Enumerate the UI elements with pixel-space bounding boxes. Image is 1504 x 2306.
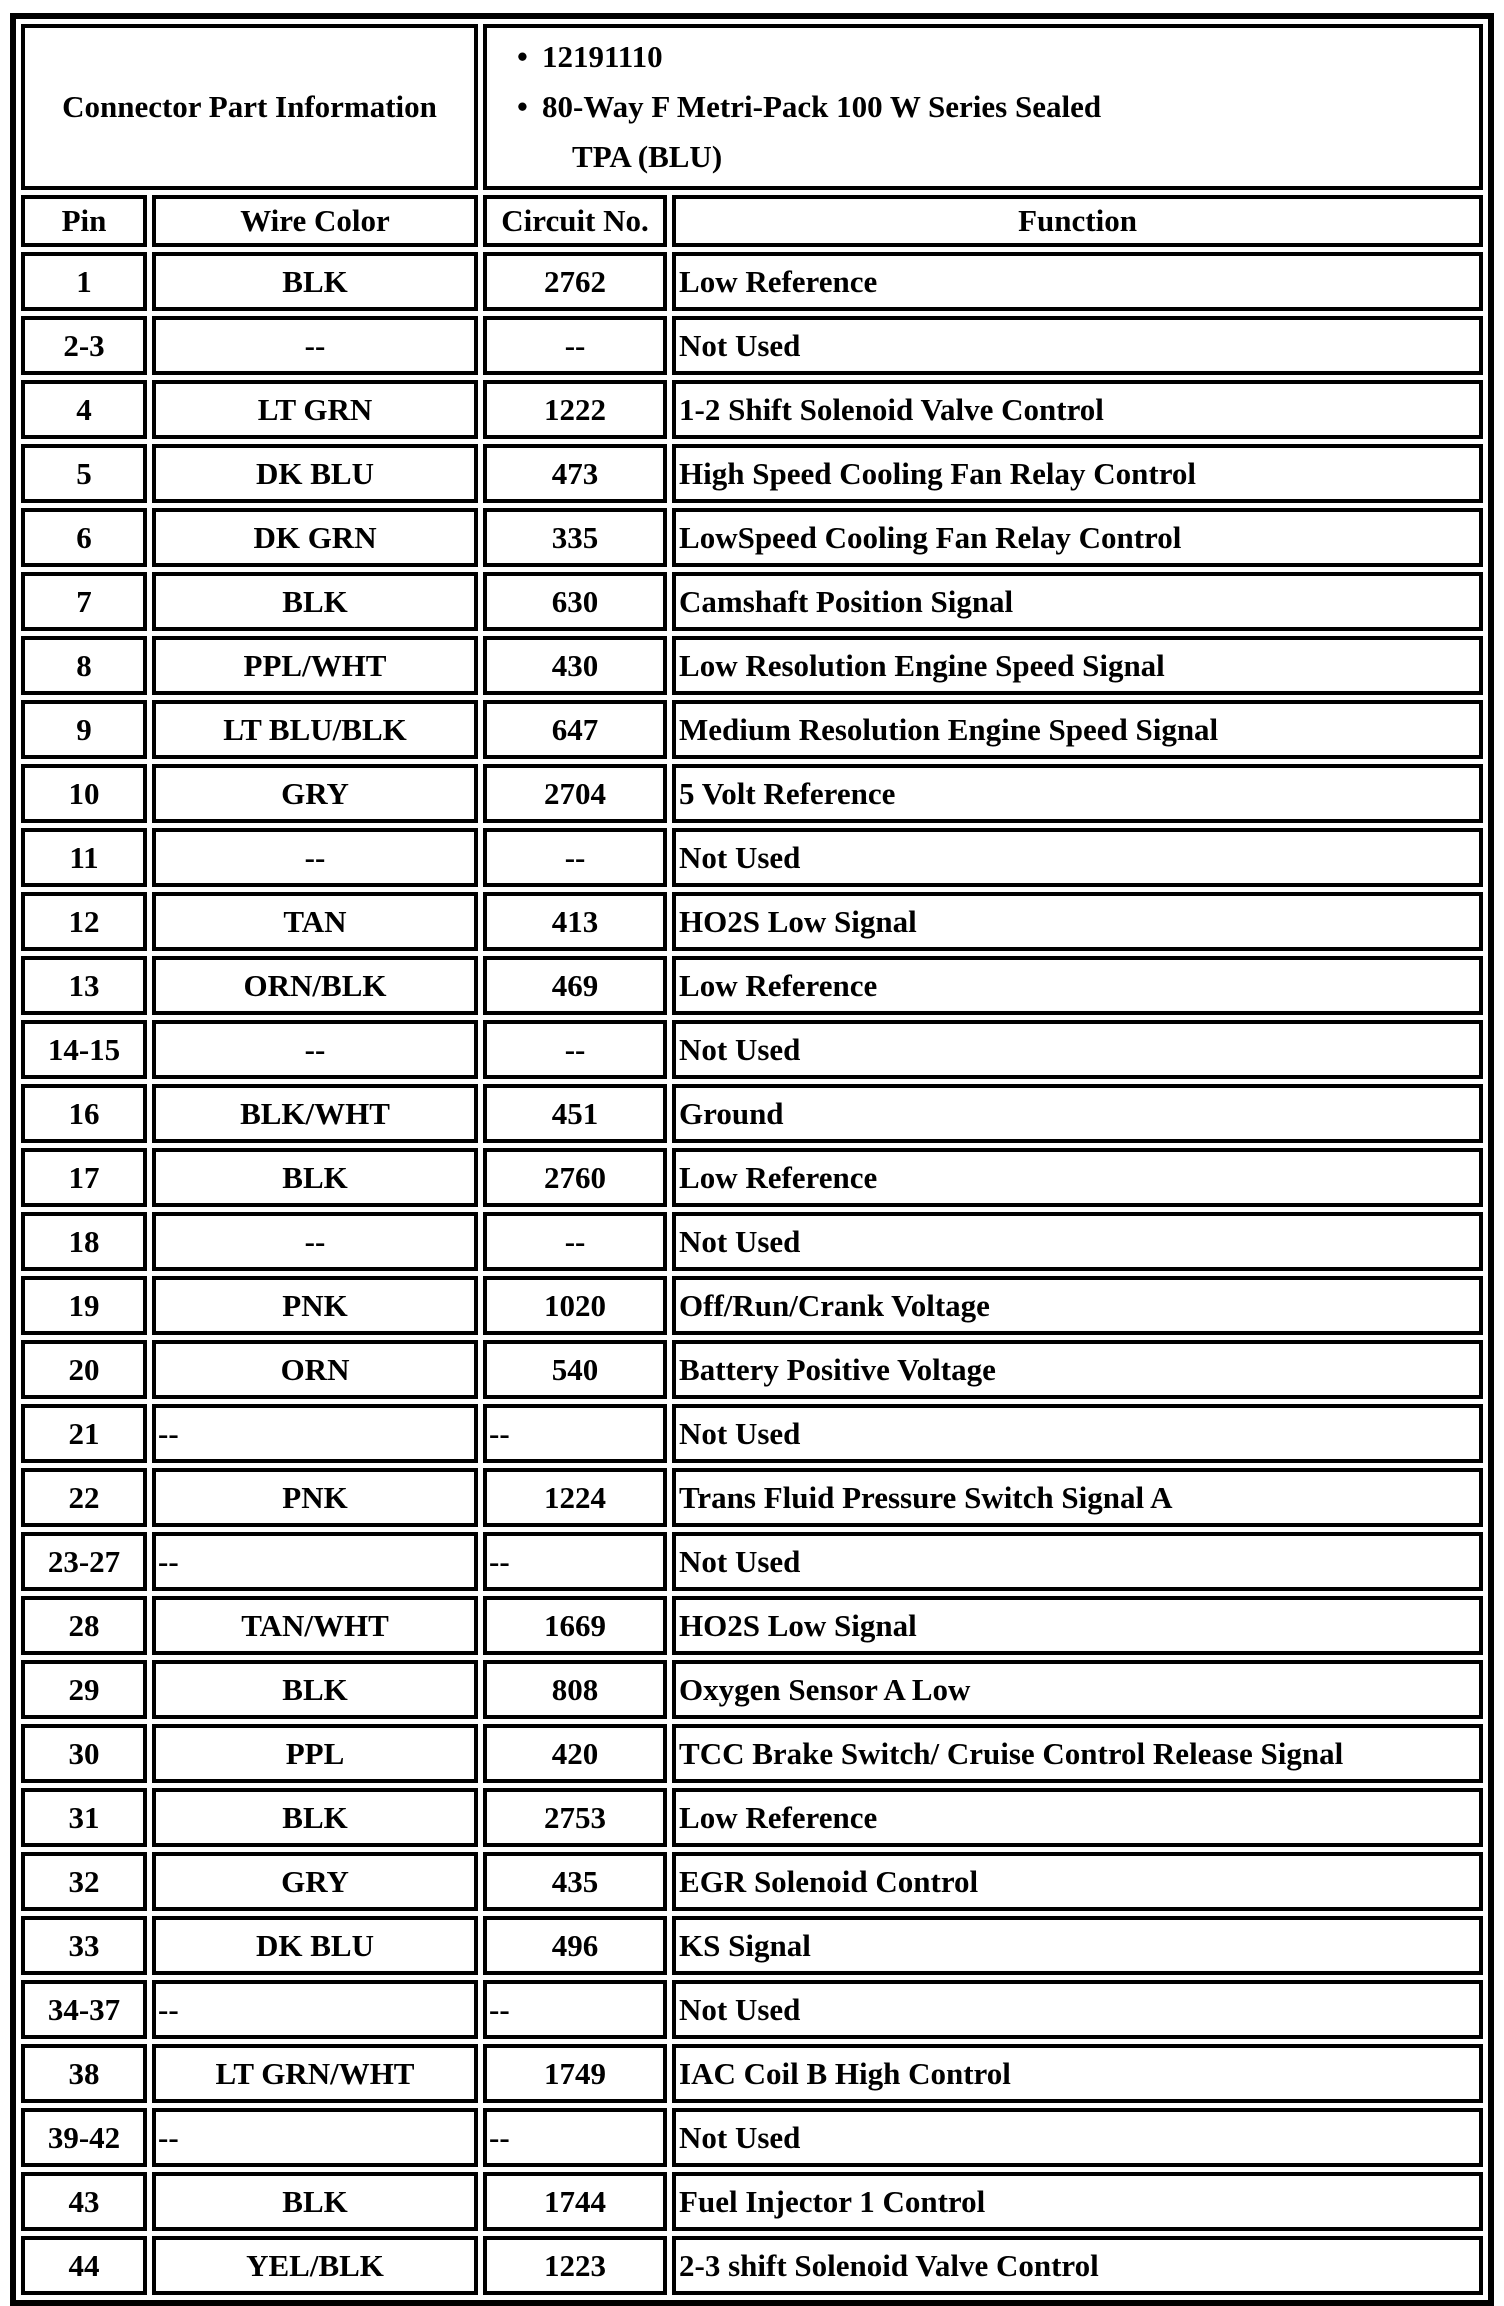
table-row	[21, 956, 1483, 1015]
function-cell: Not Used	[672, 2108, 1483, 2167]
wire-color-cell: LT GRN	[152, 380, 478, 439]
pin-cell: 9	[21, 700, 147, 759]
table-row	[21, 1724, 1483, 1783]
table-row	[21, 2172, 1483, 2231]
circuit-no-cell: 496	[483, 1916, 667, 1975]
part-info-row	[21, 24, 1483, 190]
function-cell: Ground	[672, 1084, 1483, 1143]
pin-cell: 21	[21, 1404, 147, 1463]
circuit-no-cell: 2704	[483, 764, 667, 823]
circuit-no-cell: 1223	[483, 2236, 667, 2295]
function-column-header: Function	[672, 195, 1483, 247]
function-cell: 1-2 Shift Solenoid Valve Control	[672, 380, 1483, 439]
wire-color-cell: DK BLU	[152, 444, 478, 503]
wire-color-cell: PPL/WHT	[152, 636, 478, 695]
function-cell: Not Used	[672, 1980, 1483, 2039]
pin-cell: 22	[21, 1468, 147, 1527]
function-cell: KS Signal	[672, 1916, 1483, 1975]
table-row	[21, 1980, 1483, 2039]
circuit-no-cell: 1224	[483, 1468, 667, 1527]
circuit-no-cell: 1020	[483, 1276, 667, 1335]
pin-cell: 10	[21, 764, 147, 823]
function-cell: Not Used	[672, 1532, 1483, 1591]
table-row	[21, 828, 1483, 887]
table-row	[21, 764, 1483, 823]
pin-cell: 20	[21, 1340, 147, 1399]
pin-cell: 28	[21, 1596, 147, 1655]
column-header-row	[21, 195, 1483, 247]
circuit-no-cell: 1222	[483, 380, 667, 439]
circuit-no-cell: 435	[483, 1852, 667, 1911]
circuit-no-column-header: Circuit No.	[483, 195, 667, 247]
wire-color-cell: --	[152, 1404, 478, 1463]
table-row	[21, 1404, 1483, 1463]
function-cell: Low Reference	[672, 1788, 1483, 1847]
table-row	[21, 700, 1483, 759]
wire-color-cell: DK GRN	[152, 508, 478, 567]
wire-color-cell: --	[152, 1532, 478, 1591]
pin-cell: 33	[21, 1916, 147, 1975]
circuit-no-cell: --	[483, 1212, 667, 1271]
wire-color-cell: BLK	[152, 1788, 478, 1847]
pin-cell: 12	[21, 892, 147, 951]
connector-type-item	[487, 82, 1479, 132]
wire-color-cell: BLK	[152, 572, 478, 631]
circuit-no-cell: 2753	[483, 1788, 667, 1847]
pin-cell: 39-42	[21, 2108, 147, 2167]
table-row	[21, 444, 1483, 503]
circuit-no-cell: --	[483, 1404, 667, 1463]
wire-color-cell: --	[152, 1020, 478, 1079]
connector-type: 80-Way F Metri-Pack 100 W Series Sealed	[542, 89, 1102, 124]
table-row	[21, 636, 1483, 695]
function-cell: Low Reference	[672, 956, 1483, 1015]
circuit-no-cell: 540	[483, 1340, 667, 1399]
pin-cell: 30	[21, 1724, 147, 1783]
pin-cell: 44	[21, 2236, 147, 2295]
pin-cell: 32	[21, 1852, 147, 1911]
circuit-no-cell: --	[483, 316, 667, 375]
circuit-no-cell: --	[483, 828, 667, 887]
function-cell: 2-3 shift Solenoid Valve Control	[672, 2236, 1483, 2295]
function-cell: Camshaft Position Signal	[672, 572, 1483, 631]
wire-color-cell: --	[152, 1980, 478, 2039]
table-row	[21, 1596, 1483, 1655]
table-row	[21, 1916, 1483, 1975]
pin-cell: 19	[21, 1276, 147, 1335]
circuit-no-cell: 469	[483, 956, 667, 1015]
connector-type-continuation: TPA (BLU)	[572, 139, 723, 174]
circuit-no-cell: 2760	[483, 1148, 667, 1207]
table-row	[21, 2108, 1483, 2167]
circuit-no-cell: 430	[483, 636, 667, 695]
table-row	[21, 1532, 1483, 1591]
function-cell: LowSpeed Cooling Fan Relay Control	[672, 508, 1483, 567]
table-row	[21, 2044, 1483, 2103]
wire-color-cell: BLK	[152, 1148, 478, 1207]
table-row	[21, 572, 1483, 631]
table-row	[21, 1788, 1483, 1847]
part-info-details	[483, 24, 1483, 190]
table-row	[21, 2236, 1483, 2295]
wire-color-cell: PPL	[152, 1724, 478, 1783]
pin-cell: 5	[21, 444, 147, 503]
wire-color-cell: TAN/WHT	[152, 1596, 478, 1655]
table-row	[21, 1148, 1483, 1207]
function-cell: Off/Run/Crank Voltage	[672, 1276, 1483, 1335]
function-cell: HO2S Low Signal	[672, 892, 1483, 951]
function-cell: Fuel Injector 1 Control	[672, 2172, 1483, 2231]
circuit-no-cell: 413	[483, 892, 667, 951]
pin-cell: 2-3	[21, 316, 147, 375]
pin-cell: 29	[21, 1660, 147, 1719]
part-info-title: Connector Part Information	[21, 24, 478, 190]
wire-color-cell: LT BLU/BLK	[152, 700, 478, 759]
table-row	[21, 1340, 1483, 1399]
table-row	[21, 1660, 1483, 1719]
function-cell: Oxygen Sensor A Low	[672, 1660, 1483, 1719]
function-cell: Not Used	[672, 828, 1483, 887]
pin-cell: 38	[21, 2044, 147, 2103]
pin-cell: 43	[21, 2172, 147, 2231]
wire-color-cell: LT GRN/WHT	[152, 2044, 478, 2103]
wire-color-cell: PNK	[152, 1276, 478, 1335]
function-cell: Low Resolution Engine Speed Signal	[672, 636, 1483, 695]
function-cell: EGR Solenoid Control	[672, 1852, 1483, 1911]
table-row	[21, 508, 1483, 567]
wire-color-cell: GRY	[152, 1852, 478, 1911]
function-cell: Not Used	[672, 1212, 1483, 1271]
table-row	[21, 1212, 1483, 1271]
function-cell: Low Reference	[672, 252, 1483, 311]
bullet-icon: •	[517, 39, 528, 74]
wire-color-cell: BLK	[152, 1660, 478, 1719]
bullet-icon: •	[517, 89, 528, 124]
function-cell: HO2S Low Signal	[672, 1596, 1483, 1655]
function-cell: Not Used	[672, 316, 1483, 375]
circuit-no-cell: --	[483, 1532, 667, 1591]
circuit-no-cell: 420	[483, 1724, 667, 1783]
circuit-no-cell: 473	[483, 444, 667, 503]
wire-color-cell: --	[152, 1212, 478, 1271]
function-cell: Not Used	[672, 1404, 1483, 1463]
table-row	[21, 1468, 1483, 1527]
circuit-no-cell: 647	[483, 700, 667, 759]
wire-color-cell: ORN	[152, 1340, 478, 1399]
pin-table-body	[21, 252, 1483, 2295]
function-cell: 5 Volt Reference	[672, 764, 1483, 823]
table-row	[21, 1020, 1483, 1079]
circuit-no-cell: 1749	[483, 2044, 667, 2103]
function-cell: Not Used	[672, 1020, 1483, 1079]
table-row	[21, 1276, 1483, 1335]
pin-cell: 6	[21, 508, 147, 567]
pin-cell: 11	[21, 828, 147, 887]
circuit-no-cell: 451	[483, 1084, 667, 1143]
wire-color-cell: --	[152, 316, 478, 375]
table-row	[21, 316, 1483, 375]
function-cell: High Speed Cooling Fan Relay Control	[672, 444, 1483, 503]
wire-color-cell: DK BLU	[152, 1916, 478, 1975]
circuit-no-cell: 630	[483, 572, 667, 631]
pin-cell: 1	[21, 252, 147, 311]
circuit-no-cell: 1669	[483, 1596, 667, 1655]
pin-cell: 17	[21, 1148, 147, 1207]
circuit-no-cell: 808	[483, 1660, 667, 1719]
wire-color-cell: TAN	[152, 892, 478, 951]
wire-color-cell: BLK	[152, 252, 478, 311]
circuit-no-cell: 335	[483, 508, 667, 567]
circuit-no-cell: --	[483, 1020, 667, 1079]
wire-color-cell: GRY	[152, 764, 478, 823]
circuit-no-cell: 1744	[483, 2172, 667, 2231]
function-cell: TCC Brake Switch/ Cruise Control Release Signal	[672, 1724, 1483, 1783]
pin-cell: 13	[21, 956, 147, 1015]
table-row	[21, 1084, 1483, 1143]
function-cell: Trans Fluid Pressure Switch Signal A	[672, 1468, 1483, 1527]
pin-cell: 7	[21, 572, 147, 631]
pin-cell: 18	[21, 1212, 147, 1271]
wire-color-cell: BLK/WHT	[152, 1084, 478, 1143]
pin-cell: 16	[21, 1084, 147, 1143]
table-row	[21, 380, 1483, 439]
wire-color-cell: BLK	[152, 2172, 478, 2231]
part-number: 12191110	[542, 39, 663, 74]
pin-column-header: Pin	[21, 195, 147, 247]
function-cell: Medium Resolution Engine Speed Signal	[672, 700, 1483, 759]
wire-color-cell: PNK	[152, 1468, 478, 1527]
wire-color-cell: --	[152, 2108, 478, 2167]
pin-cell: 4	[21, 380, 147, 439]
part-number-item	[487, 32, 1479, 82]
pin-cell: 34-37	[21, 1980, 147, 2039]
function-cell: IAC Coil B High Control	[672, 2044, 1483, 2103]
table-row	[21, 892, 1483, 951]
circuit-no-cell: 2762	[483, 252, 667, 311]
circuit-no-cell: --	[483, 1980, 667, 2039]
pin-cell: 8	[21, 636, 147, 695]
pin-cell: 31	[21, 1788, 147, 1847]
connector-pinout-table	[10, 13, 1494, 2306]
pin-cell: 14-15	[21, 1020, 147, 1079]
table-row	[21, 1852, 1483, 1911]
circuit-no-cell: --	[483, 2108, 667, 2167]
header-section	[21, 24, 1483, 247]
wire-color-cell: ORN/BLK	[152, 956, 478, 1015]
function-cell: Battery Positive Voltage	[672, 1340, 1483, 1399]
pin-cell: 23-27	[21, 1532, 147, 1591]
wire-color-cell: YEL/BLK	[152, 2236, 478, 2295]
wire-color-cell: --	[152, 828, 478, 887]
wire-color-column-header: Wire Color	[152, 195, 478, 247]
table-row	[21, 252, 1483, 311]
function-cell: Low Reference	[672, 1148, 1483, 1207]
